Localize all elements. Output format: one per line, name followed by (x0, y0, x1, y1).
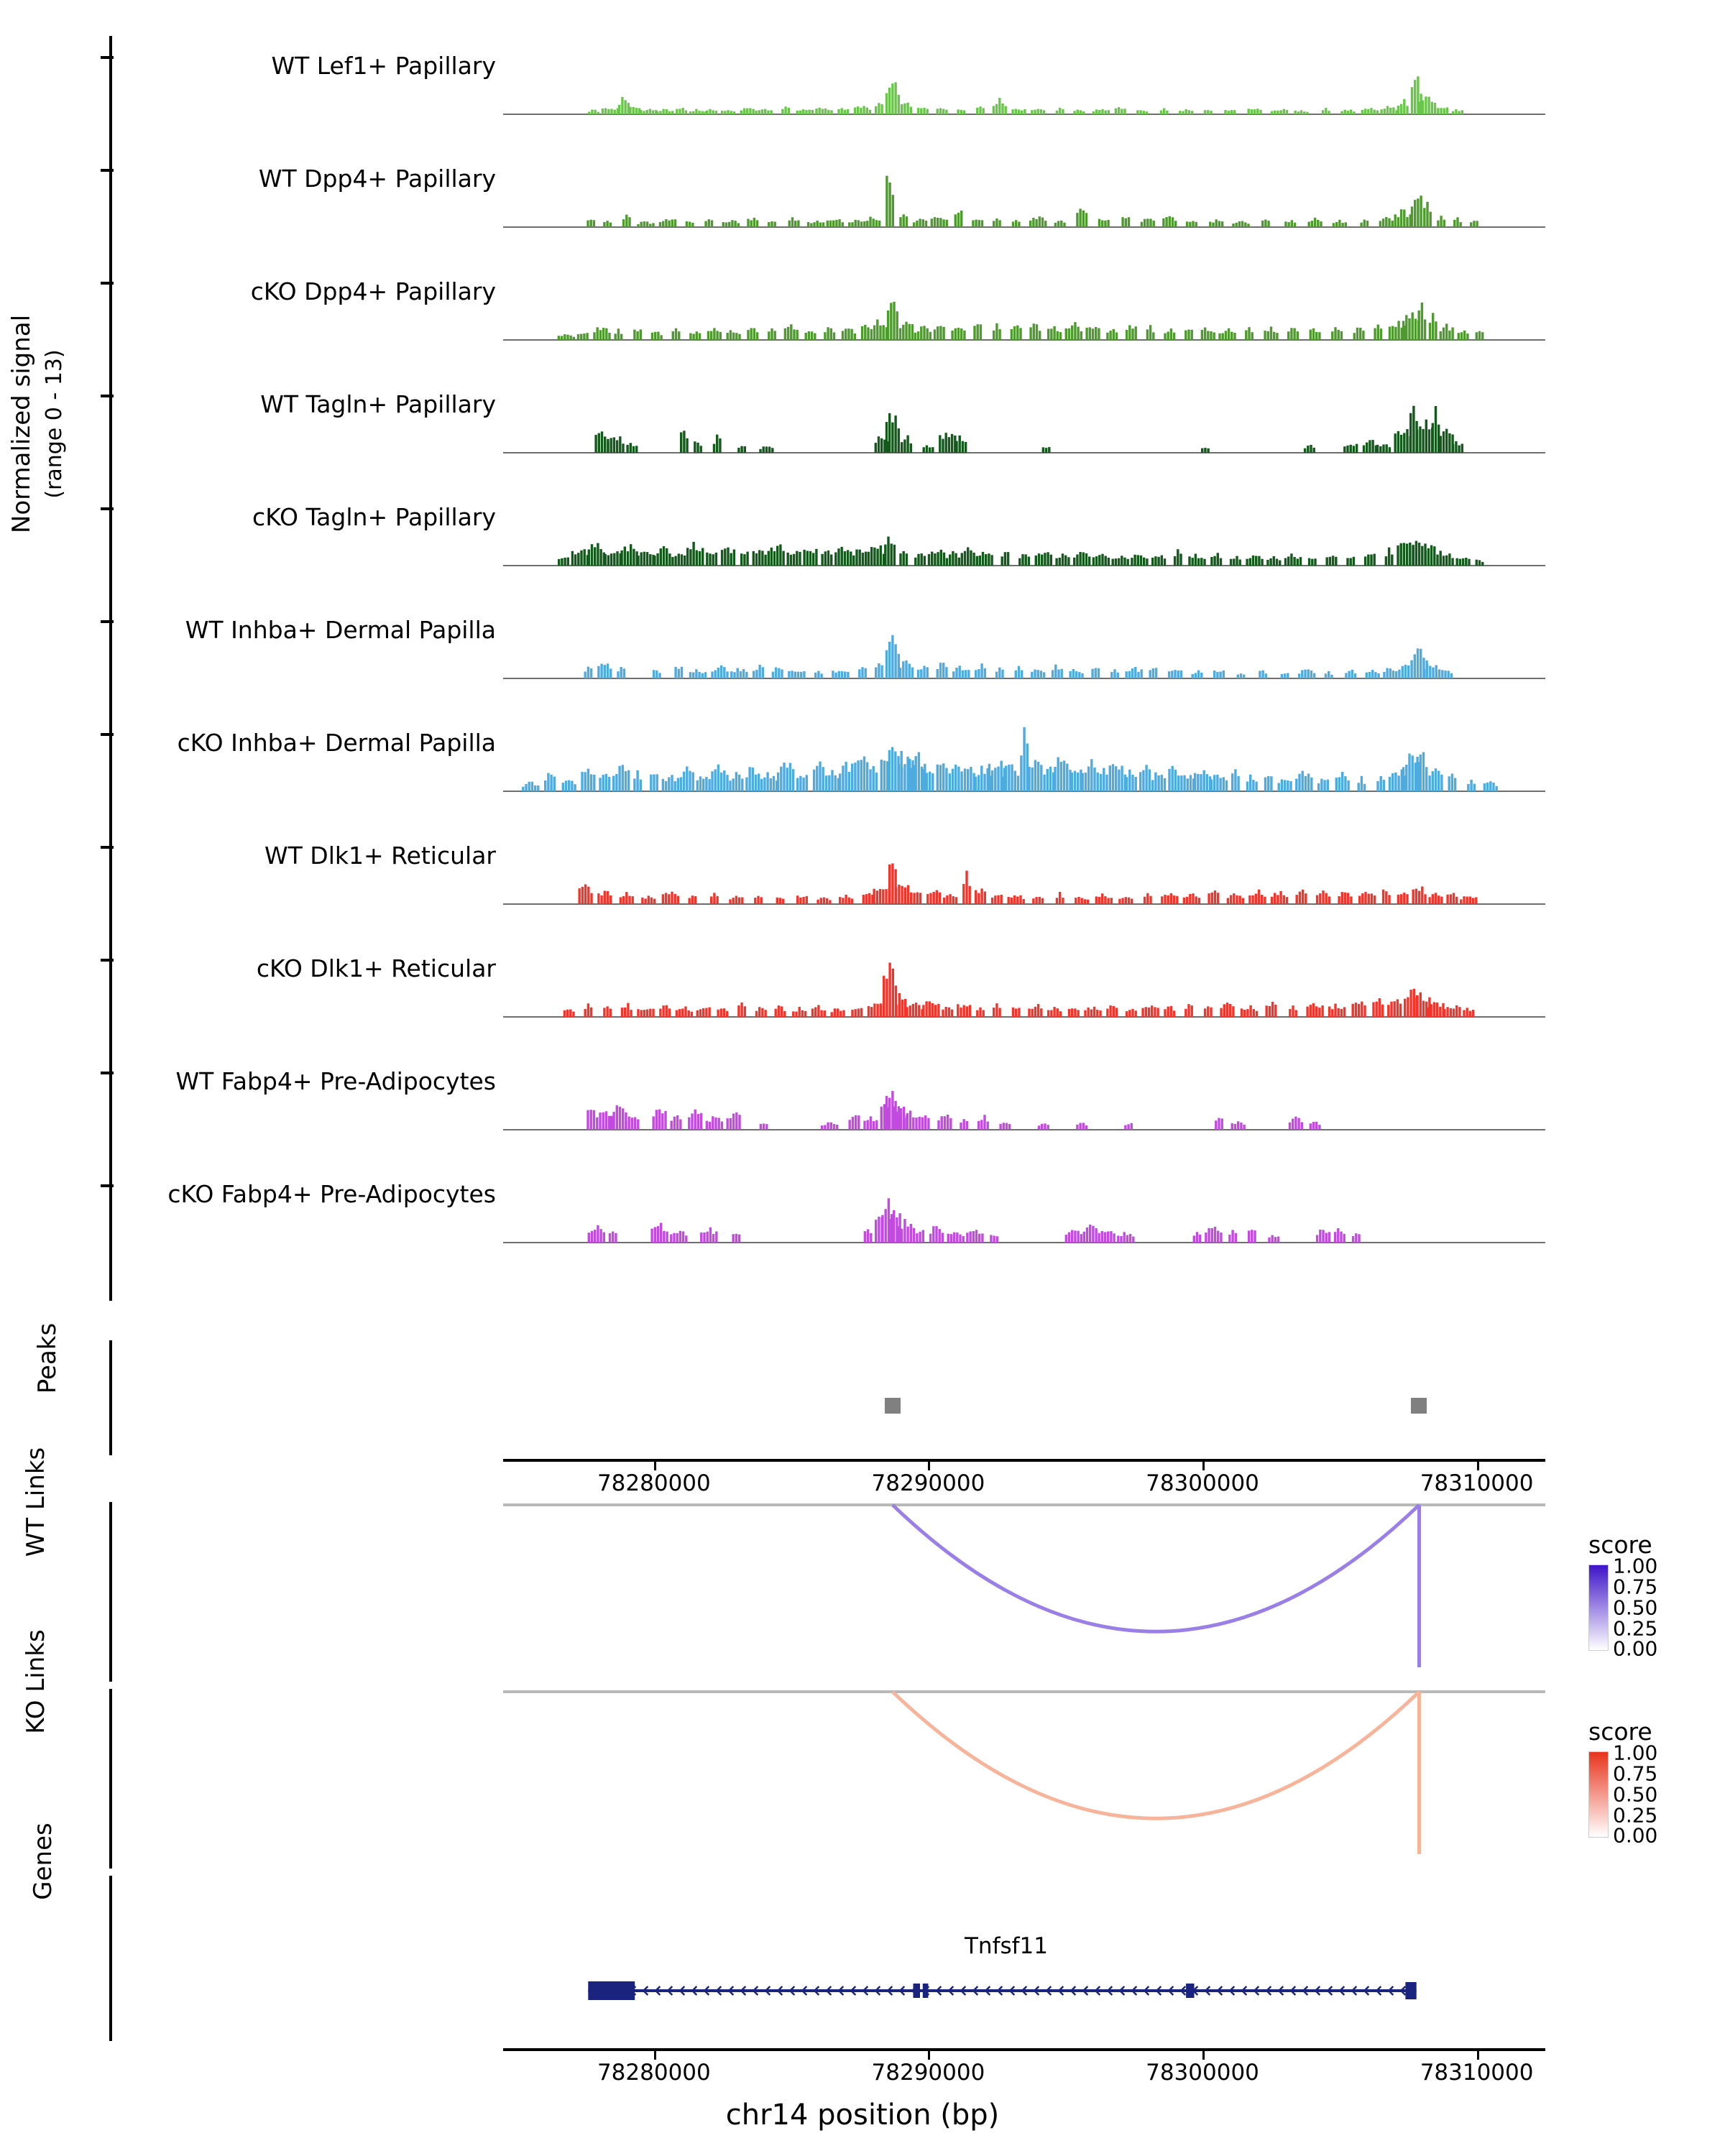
y-axis-tick (101, 56, 114, 59)
ko-links-panel (503, 1689, 1545, 1869)
y-axis-tick (101, 507, 114, 510)
ko-legend-ticks (1613, 1741, 1699, 1848)
y-axis-tick (101, 169, 114, 172)
ko-legend-title: score (1588, 1718, 1652, 1746)
wt-links-legend (1588, 1531, 1658, 1661)
x-axis-tick-label: 78290000 (871, 2060, 985, 2086)
x-axis-top (503, 1459, 1545, 1462)
coverage-track (503, 494, 1545, 566)
track-signal (503, 945, 1545, 1017)
x-axis-bottom (503, 2048, 1545, 2051)
track-label: WT Inhba+ Dermal Papilla (185, 616, 496, 644)
track-label: cKO Tagln+ Papillary (252, 503, 496, 531)
peaks-axis-bar (109, 1340, 112, 1455)
peaks-label-text: Peaks (33, 1322, 62, 1394)
wt-legend-ticks (1613, 1554, 1699, 1661)
coverage-track (503, 946, 1545, 1018)
x-axis-tick-label: 78280000 (597, 2060, 711, 2086)
coverage-axis-bar (109, 36, 112, 1301)
gene-label: Tnfsf11 (964, 1933, 1048, 1959)
track-signal (503, 832, 1545, 904)
track-label: WT Lef1+ Papillary (271, 52, 496, 80)
gene-model-svg (503, 1969, 1545, 2012)
x-axis-tick-label: 78290000 (871, 1470, 985, 1496)
y-axis-tick (101, 846, 114, 849)
track-signal (503, 1171, 1545, 1243)
y-axis-label-line2: (range 0 - 13) (42, 349, 67, 499)
x-axis-tick (654, 1462, 656, 1470)
track-signal (503, 607, 1545, 678)
y-axis-tick (101, 282, 114, 285)
coverage-track (503, 43, 1545, 115)
track-label: WT Dlk1+ Reticular (264, 842, 496, 870)
wt-links-panel-label (22, 1409, 50, 1595)
y-axis-tick (101, 733, 114, 736)
track-label: WT Dpp4+ Papillary (258, 165, 496, 193)
coverage-track (503, 156, 1545, 228)
track-label: cKO Fabp4+ Pre-Adipocytes (167, 1180, 496, 1208)
wt-legend-tick-4: 0.00 (1613, 1636, 1658, 1661)
y-axis-tick (101, 1184, 114, 1187)
y-axis-tick (101, 959, 114, 962)
ko-links-panel-label (22, 1588, 50, 1775)
genes-axis-bar (109, 1876, 112, 2041)
ko-legend-tick-2: 0.50 (1613, 1782, 1658, 1807)
ko-links-svg (503, 1689, 1545, 1869)
wt-legend-colorbar (1588, 1565, 1609, 1651)
wt-legend-tick-0: 1.00 (1613, 1554, 1658, 1578)
coverage-track (503, 382, 1545, 453)
track-label: WT Fabp4+ Pre-Adipocytes (175, 1067, 496, 1095)
coverage-track (503, 269, 1545, 341)
y-axis-label-line1: Normalized signal (7, 314, 36, 534)
ko-legend-tick-4: 0.00 (1613, 1823, 1658, 1848)
track-signal (503, 42, 1545, 114)
x-axis-tick-label: 78310000 (1420, 2060, 1534, 2086)
x-axis-tick (1477, 1462, 1479, 1470)
track-label: WT Tagln+ Papillary (260, 390, 496, 418)
x-axis-tick-label: 78280000 (597, 1470, 711, 1496)
x-axis-tick (1202, 2051, 1205, 2060)
coverage-track (503, 607, 1545, 679)
x-axis-tick (1477, 2051, 1479, 2060)
y-axis-tick (101, 620, 114, 623)
ko-legend-tick-1: 0.75 (1613, 1761, 1658, 1786)
track-label: cKO Dpp4+ Papillary (250, 277, 496, 305)
wt-legend-title: score (1588, 1531, 1652, 1559)
gene-model (503, 1969, 1545, 2012)
track-label: cKO Inhba+ Dermal Papilla (177, 729, 496, 757)
wt-legend-tick-3: 0.25 (1613, 1616, 1658, 1641)
ko-links-axis-bar (109, 1689, 112, 1869)
track-label: cKO Dlk1+ Reticular (256, 954, 496, 982)
track-signal (503, 381, 1545, 453)
wt-links-panel (503, 1502, 1545, 1682)
wt-legend-tick-1: 0.75 (1613, 1575, 1658, 1599)
wt-links-label-text: WT Links (22, 1447, 50, 1557)
peak-mark (885, 1398, 901, 1414)
genes-panel-label (29, 1775, 58, 1948)
wt-legend-tick-2: 0.50 (1613, 1595, 1658, 1620)
x-axis-tick-label: 78300000 (1146, 1470, 1259, 1496)
ko-legend-colorbar (1588, 1751, 1609, 1838)
coverage-track (503, 720, 1545, 792)
x-axis-tick (654, 2051, 656, 2060)
x-axis-tick (1202, 1462, 1205, 1470)
x-axis-tick-label: 78300000 (1146, 2060, 1259, 2086)
peak-mark (1411, 1398, 1427, 1414)
y-axis-tick (101, 1072, 114, 1074)
wt-links-svg (503, 1502, 1545, 1682)
track-signal (503, 155, 1545, 227)
genes-label-text: Genes (29, 1823, 58, 1900)
track-signal (503, 494, 1545, 566)
ko-legend-tick-3: 0.25 (1613, 1803, 1658, 1828)
x-axis-tick (928, 2051, 930, 2060)
x-axis-label: chr14 position (bp) (725, 2099, 1000, 2132)
track-signal (503, 268, 1545, 340)
y-axis-tick (101, 395, 114, 397)
coverage-track (503, 1171, 1545, 1243)
track-signal (503, 1058, 1545, 1130)
ko-links-legend (1588, 1718, 1658, 1848)
x-axis-tick (928, 1462, 930, 1470)
coverage-track (503, 1059, 1545, 1130)
x-axis-tick-label: 78310000 (1420, 1470, 1534, 1496)
coverage-track (503, 833, 1545, 905)
ko-links-label-text: KO Links (22, 1629, 50, 1734)
wt-links-axis-bar (109, 1502, 112, 1682)
ko-legend-tick-0: 1.00 (1613, 1741, 1658, 1765)
track-signal (503, 719, 1545, 791)
